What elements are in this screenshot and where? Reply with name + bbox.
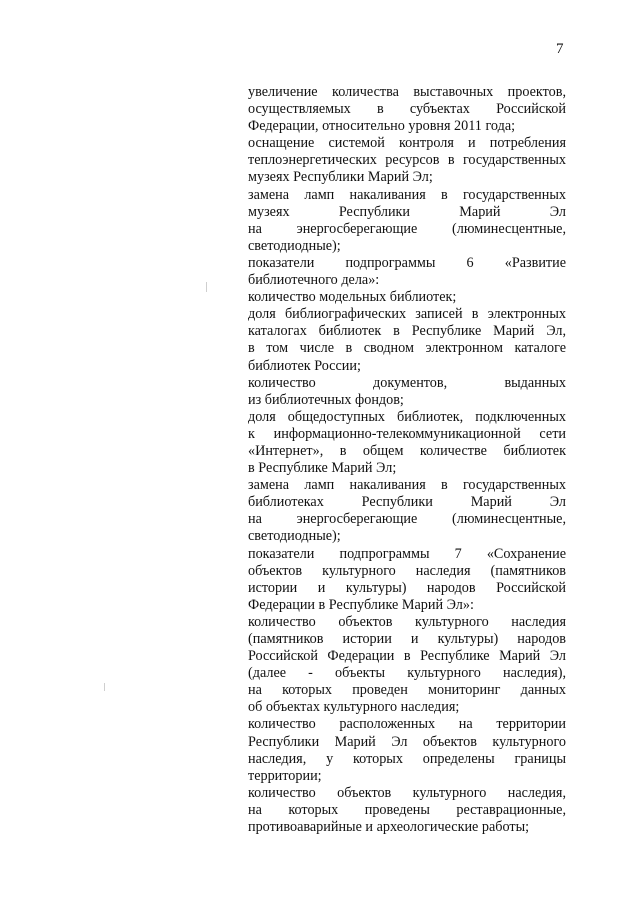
document-body [248, 84, 566, 836]
text-line: замена ламп накаливания в государственных [248, 477, 566, 494]
text-line: музеях Республики Марий Эл [248, 203, 566, 220]
text-line: Федерации в Республике Марий Эл»: [248, 596, 474, 613]
text-line: Федерации, относительно уровня 2011 года; [248, 118, 516, 135]
text-line: количество расположенных на территории [248, 716, 566, 733]
text-line: истории и культуры) народов Российской [248, 579, 566, 596]
text-line: показатели подпрограммы 6 «Развитие [248, 254, 566, 271]
scan-mark [104, 683, 105, 691]
text-line: оснащение системой контроля и потребления [248, 135, 566, 152]
text-line: объектов культурного наследия (памятников [248, 562, 566, 579]
text-line: на которых проведен мониторинг данных [248, 682, 566, 699]
text-line: библиотеках Республики Марий Эл [248, 494, 566, 511]
text-line: каталогах библиотек в Республике Марий Эл, [248, 323, 566, 340]
text-line: Российской Федерации в Республике Марий Эл [248, 648, 566, 665]
text-line: об объектах культурного наследия; [248, 699, 460, 716]
text-line: увеличение количества выставочных проектов, [248, 84, 566, 100]
text-line: территории; [248, 767, 322, 784]
text-line: противоаварийные и археологические работы; [248, 819, 530, 836]
text-line: количество объектов культурного наследия [248, 613, 566, 630]
text-line: на энергосберегающие (люминесцентные, [248, 220, 566, 237]
text-line: светодиодные); [248, 237, 341, 254]
text-line: на которых проведены реставрационные, [248, 801, 566, 818]
text-line: показатели подпрограммы 7 «Сохранение [248, 545, 566, 562]
text-line: светодиодные); [248, 528, 341, 545]
text-line: на энергосберегающие (люминесцентные, [248, 511, 566, 528]
text-line: доля библиографических записей в электронных [248, 306, 566, 323]
text-line: замена ламп накаливания в государственных [248, 186, 566, 203]
text-line: музеях Республики Марий Эл; [248, 169, 433, 186]
text-line: теплоэнергетических ресурсов в государственных [248, 152, 566, 169]
text-line: в Республике Марий Эл; [248, 460, 397, 477]
text-line: в том числе в сводном электронном каталоге [248, 340, 566, 357]
scan-mark [206, 282, 207, 292]
text-line: библиотечного дела»: [248, 272, 380, 289]
text-line: количество модельных библиотек; [248, 289, 457, 306]
text-line: количество документов, выданных [248, 374, 566, 391]
text-line: количество объектов культурного наследия, [248, 784, 566, 801]
text-line: доля общедоступных библиотек, подключенных [248, 408, 566, 425]
text-line: (памятников истории и культуры) народов [248, 631, 566, 647]
text-line: наследия, у которых определены границы [248, 750, 566, 767]
text-line: из библиотечных фондов; [248, 391, 404, 408]
text-line: Республики Марий Эл объектов культурного [248, 733, 566, 750]
text-line: «Интернет», в общем количестве библиотек [248, 442, 566, 459]
text-line: библиотек России; [248, 357, 361, 374]
page-number: 7 [556, 41, 564, 57]
text-line: (далее - объекты культурного наследия), [248, 665, 566, 682]
text-line: к информационно-телекоммуникационной сети [248, 425, 566, 442]
text-line: осуществляемых в субъектах Российской [248, 101, 566, 118]
